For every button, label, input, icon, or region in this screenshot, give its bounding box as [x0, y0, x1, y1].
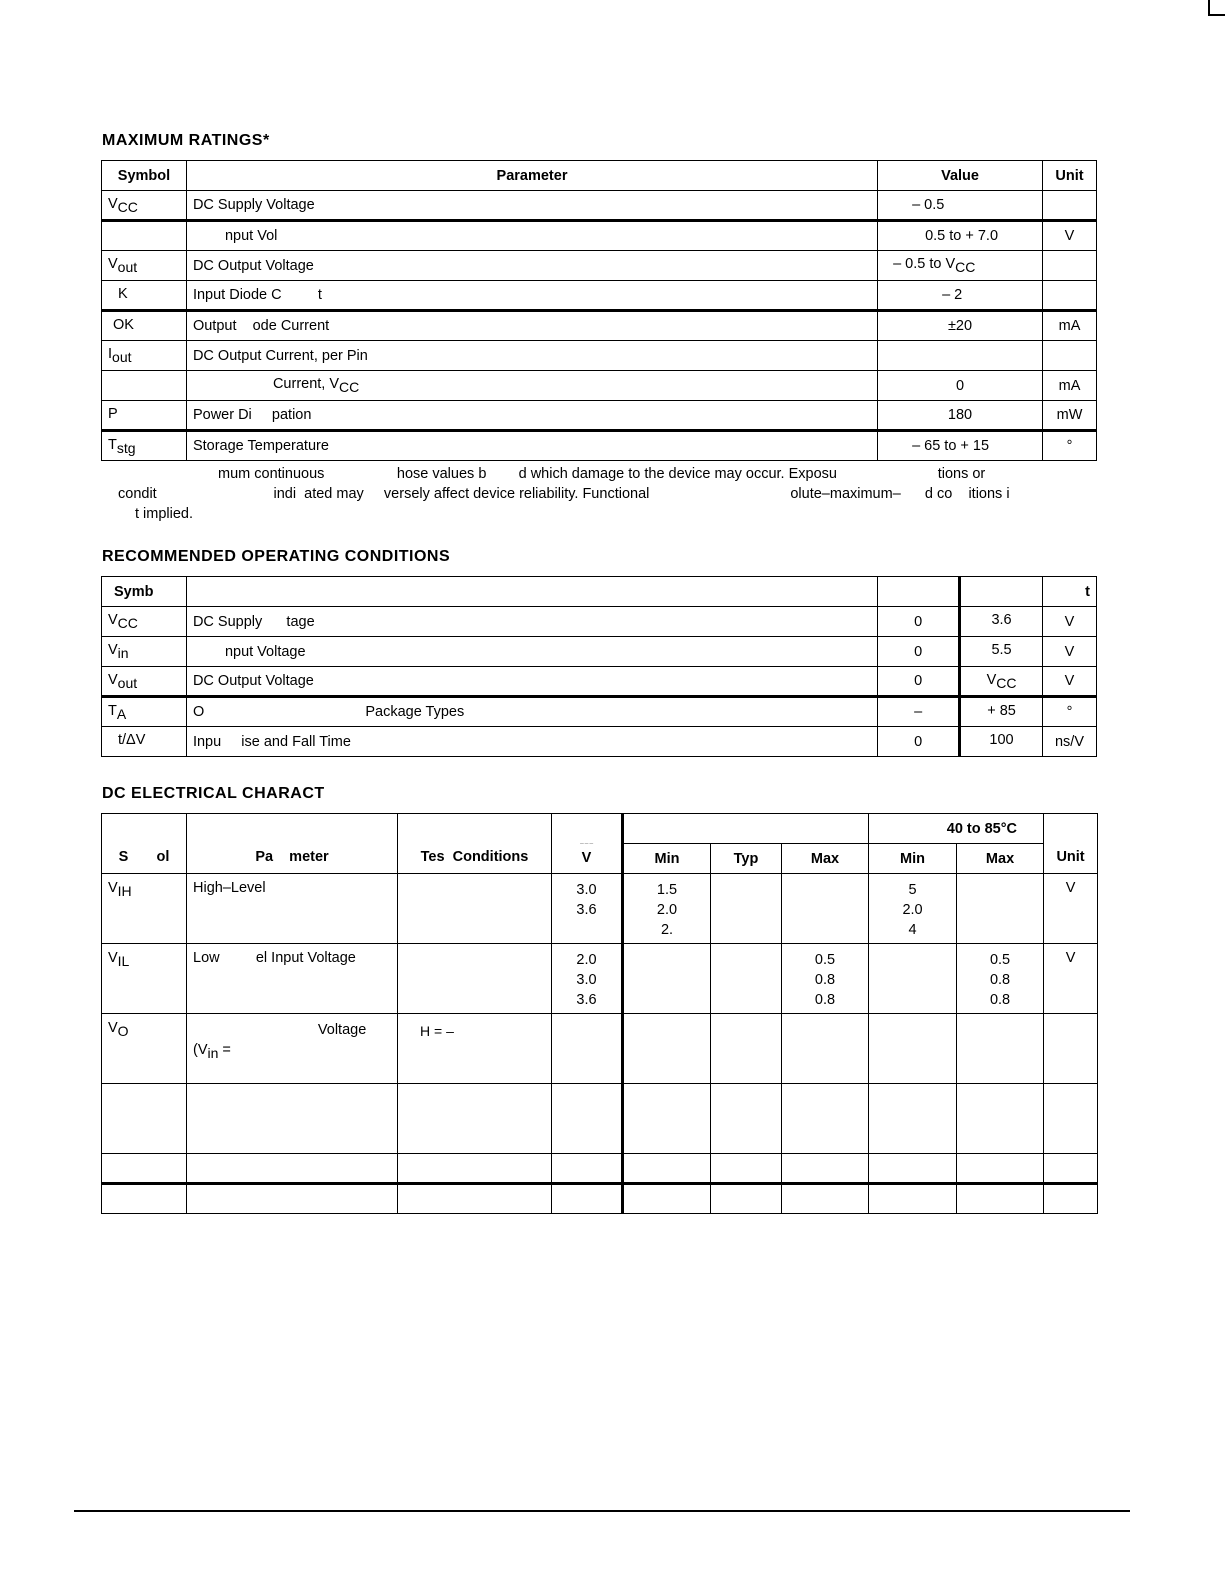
symbol-cell [102, 1154, 187, 1184]
header-unit: Unit [1042, 161, 1096, 191]
min-cell: 0 [878, 637, 960, 667]
table-row [102, 667, 1097, 697]
value-cell: 0.5 to + 7.0 [878, 221, 1043, 251]
value-cell [878, 341, 1043, 371]
typ-cell [711, 874, 782, 944]
parameter-cell: Power Di pation [186, 401, 877, 431]
header-range-temp: 40 to 85°C [869, 814, 1044, 844]
value-cell: – 0.5 to $V_{CC}$ [878, 251, 1043, 281]
max-cell [957, 1014, 1044, 1084]
min-cell [869, 944, 957, 1014]
vcc-cell: 2.0 3.0 3.6 [552, 944, 623, 1014]
table-header-row [102, 161, 1097, 191]
symbol-cell: OK [102, 311, 187, 341]
unit-cell [1042, 341, 1096, 371]
header-range-typ [623, 814, 869, 844]
unit-cell [1042, 281, 1096, 311]
max-cell [782, 1184, 869, 1214]
value-cell: 180 [878, 401, 1043, 431]
min-cell: 0 [878, 727, 960, 757]
symbol-cell: $V_{IH}$ [102, 874, 187, 944]
header-max: Max [957, 844, 1044, 874]
symbol-cell: $V_O$ [102, 1014, 187, 1084]
table-row [102, 1154, 1098, 1184]
min-cell: 0 [878, 667, 960, 697]
min-cell [869, 1154, 957, 1184]
header-parameter: Parameter [186, 161, 877, 191]
symbol-cell: $V_{out}$ [102, 251, 187, 281]
unit-cell: V [1042, 667, 1096, 697]
table-row [102, 697, 1097, 727]
min-cell [869, 1084, 957, 1154]
table-row [102, 191, 1097, 221]
footer-rule [74, 1510, 1130, 1512]
max-cell [957, 1154, 1044, 1184]
min-cell [623, 1014, 711, 1084]
table-row [102, 1084, 1098, 1154]
parameter-cell: DC Output Voltage [186, 667, 877, 697]
parameter-cell: nput Vol [186, 221, 877, 251]
test-cell [398, 1154, 552, 1184]
dc-chars-table [101, 813, 1098, 1214]
typ-cell [711, 1084, 782, 1154]
typ-cell [711, 1014, 782, 1084]
table-row [102, 607, 1097, 637]
symbol-cell: $V_{CC}$ [102, 191, 187, 221]
max-ratings-footnote [102, 464, 1098, 524]
parameter-cell: O Package Types [186, 697, 877, 727]
value-cell: 0 [878, 371, 1043, 401]
max-cell [957, 1184, 1044, 1214]
max-cell: 0.5 0.8 0.8 [957, 944, 1044, 1014]
unit-cell: mA [1042, 371, 1096, 401]
table-row [102, 221, 1097, 251]
parameter-cell: DC Supply tage [186, 607, 877, 637]
symbol-cell [102, 1184, 187, 1214]
header-min: Min [869, 844, 957, 874]
table-row [102, 637, 1097, 667]
symbol-cell: K [102, 281, 187, 311]
header-symbol: Symb [102, 577, 187, 607]
min-cell [623, 1184, 711, 1214]
header-vcc: ᐨᐨᐨ V [552, 814, 623, 874]
header-symbol: Symbol [102, 161, 187, 191]
symbol-cell: $V_{out}$ [102, 667, 187, 697]
unit-cell: V [1042, 221, 1096, 251]
test-cell [398, 1184, 552, 1214]
max-cell [957, 874, 1044, 944]
unit-cell [1042, 191, 1096, 221]
min-cell [869, 1014, 957, 1084]
table-row [102, 341, 1097, 371]
min-cell: 0 [878, 607, 960, 637]
unit-cell: V [1044, 944, 1098, 1014]
header-max [960, 577, 1043, 607]
parameter-cell: Current, $V_{CC}$ [186, 371, 877, 401]
parameter-cell: Output ode Current [186, 311, 877, 341]
min-cell [623, 1154, 711, 1184]
symbol-cell: t/ΔV [102, 727, 187, 757]
header-unit: Unit [1044, 814, 1098, 874]
max-cell: $V_{CC}$ [960, 667, 1043, 697]
unit-cell: mW [1042, 401, 1096, 431]
vcc-cell [552, 1184, 623, 1214]
parameter-cell: nput Voltage [186, 637, 877, 667]
parameter-cell: DC Output Voltage [186, 251, 877, 281]
table-row [102, 1184, 1098, 1214]
max-cell: 3.6 [960, 607, 1043, 637]
parameter-cell [187, 1184, 398, 1214]
min-cell: – [878, 697, 960, 727]
rec-conditions-table [101, 576, 1097, 757]
dc-chars-title: DC ELECTRICAL CHARACT [102, 785, 325, 802]
parameter-cell [187, 1084, 398, 1154]
max-cell [957, 1084, 1044, 1154]
parameter-cell: High–Level [187, 874, 398, 944]
unit-cell [1044, 1014, 1098, 1084]
test-cell [398, 874, 552, 944]
table-row [102, 281, 1097, 311]
max-cell: 5.5 [960, 637, 1043, 667]
table-row [102, 311, 1097, 341]
table-row [102, 371, 1097, 401]
typ-cell [711, 944, 782, 1014]
min-cell [623, 944, 711, 1014]
header-parameter: Pa meter [187, 814, 398, 874]
header-symbol: S ol [102, 814, 187, 874]
min-cell [869, 1184, 957, 1214]
table-header-row [102, 577, 1097, 607]
symbol-cell: $V_{IL}$ [102, 944, 187, 1014]
unit-cell: V [1044, 874, 1098, 944]
unit-cell [1044, 1154, 1098, 1184]
value-cell: ±20 [878, 311, 1043, 341]
parameter-cell: DC Output Current, per Pin [186, 341, 877, 371]
symbol-cell [102, 1084, 187, 1154]
unit-cell: ns/V [1042, 727, 1096, 757]
max-cell: 0.5 0.8 0.8 [782, 944, 869, 1014]
vcc-cell: 3.0 3.6 [552, 874, 623, 944]
table-row [102, 1014, 1098, 1084]
unit-cell: V [1042, 607, 1096, 637]
header-min [878, 577, 960, 607]
vcc-cell [552, 1154, 623, 1184]
rec-conditions-title: RECOMMENDED OPERATING CONDITIONS [102, 548, 451, 565]
symbol-cell: $T_{stg}$ [102, 431, 187, 461]
symbol-cell: $I_{out}$ [102, 341, 187, 371]
footnote-line: t implied. [135, 506, 194, 522]
vcc-cell [552, 1084, 623, 1154]
header-value: Value [878, 161, 1043, 191]
unit-cell [1044, 1084, 1098, 1154]
table-row [102, 874, 1098, 944]
header-test-conditions: Tes Conditions [398, 814, 552, 874]
symbol-cell: P [102, 401, 187, 431]
parameter-cell: Low el Input Voltage [187, 944, 398, 1014]
unit-cell: ° [1042, 431, 1096, 461]
parameter-cell: DC Supply Voltage [186, 191, 877, 221]
symbol-cell: $V_{CC}$ [102, 607, 187, 637]
header-min: Min [623, 844, 711, 874]
header-parameter [186, 577, 877, 607]
value-cell: – 65 to + 15 [878, 431, 1043, 461]
max-cell [782, 1084, 869, 1154]
parameter-cell: Inpu ise and Fall Time [186, 727, 877, 757]
test-cell [398, 944, 552, 1014]
header-typ: Typ [711, 844, 782, 874]
max-ratings-table [101, 160, 1097, 461]
max-cell [782, 874, 869, 944]
vcc-cell [552, 1014, 623, 1084]
table-header-row [102, 814, 1098, 844]
max-ratings-title: MAXIMUM RATINGS* [102, 132, 270, 149]
min-cell: 1.5 2.0 2. [623, 874, 711, 944]
parameter-cell: Voltage ($V_{in}$ = [187, 1014, 398, 1084]
footnote-line: condit indi ated may versely affect device reliability. Functional olute–maximum– d co itions i [118, 486, 1010, 502]
test-cell: H = – [398, 1014, 552, 1084]
min-cell: 5 2.0 4 [869, 874, 957, 944]
table-row [102, 401, 1097, 431]
symbol-cell [102, 371, 187, 401]
unit-cell [1044, 1184, 1098, 1214]
table-row [102, 431, 1097, 461]
table-row [102, 727, 1097, 757]
typ-cell [711, 1184, 782, 1214]
symbol-cell: $V_{in}$ [102, 637, 187, 667]
parameter-cell [187, 1154, 398, 1184]
parameter-cell: Input Diode C t [186, 281, 877, 311]
footnote-line: mum continuous hose values b d which damage to the device may occur. Exposu tions or [218, 466, 986, 482]
header-max: Max [782, 844, 869, 874]
max-cell [782, 1154, 869, 1184]
max-cell: + 85 [960, 697, 1043, 727]
max-cell [782, 1014, 869, 1084]
test-cell [398, 1084, 552, 1154]
unit-cell: V [1042, 637, 1096, 667]
symbol-cell [102, 221, 187, 251]
table-row [102, 944, 1098, 1014]
value-cell: – 0.5 [878, 191, 1043, 221]
table-row [102, 251, 1097, 281]
typ-cell [711, 1154, 782, 1184]
symbol-cell: $T_A$ [102, 697, 187, 727]
max-cell: 100 [960, 727, 1043, 757]
unit-cell: mA [1042, 311, 1096, 341]
parameter-cell: Storage Temperature [186, 431, 877, 461]
min-cell [623, 1084, 711, 1154]
page-corner-mark [1208, 0, 1225, 16]
unit-cell [1042, 251, 1096, 281]
unit-cell: ° [1042, 697, 1096, 727]
header-unit: t [1042, 577, 1096, 607]
value-cell: – 2 [878, 281, 1043, 311]
